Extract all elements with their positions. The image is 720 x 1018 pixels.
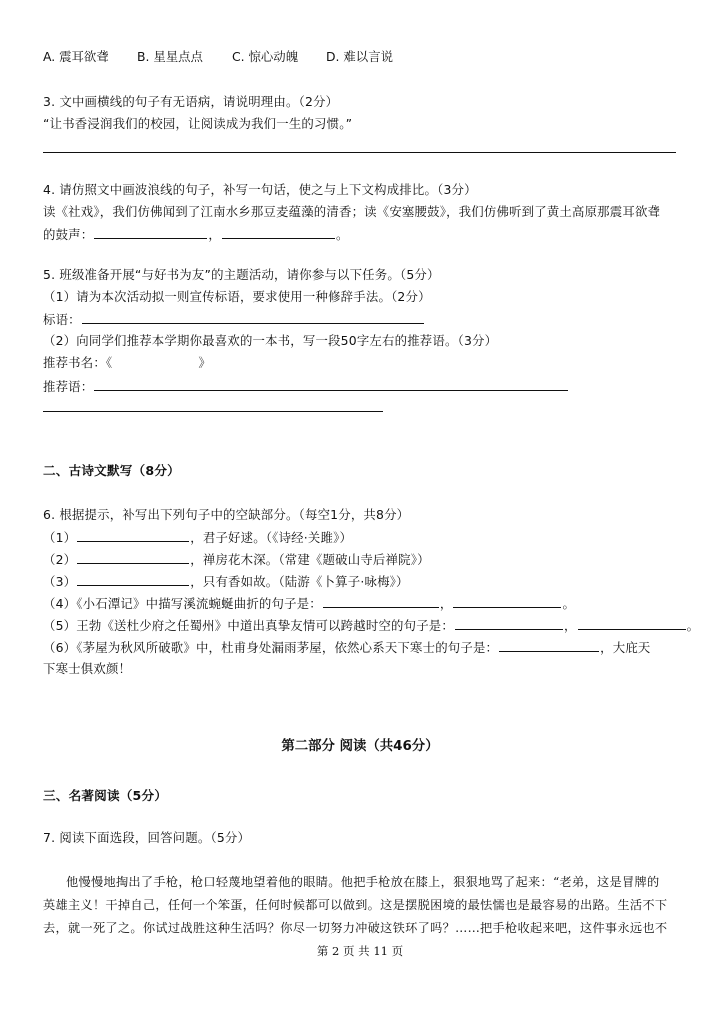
q6-item1	[43, 529, 352, 546]
passage-line-2: 英雄主义！干掉自己，任何一个笨蛋，任何时候都可以做到。这是摆脱困境的最怯懦也是最容易的出路。生活不下	[43, 898, 668, 912]
q5-slogan-row	[43, 311, 425, 328]
q4-blank-1	[94, 226, 207, 239]
q7-stem: 7. 阅读下面选段，回答问题。（5分）	[43, 830, 251, 845]
passage-line-3: 去，就一死了之。你试过战胜这种生活吗？你尽一切努力冲破这铁环了吗？……把手枪收起来吧，这件事永远也不	[43, 921, 668, 935]
item2-post: ，禅房花木深。（常建《题破山寺后禅院》）	[190, 552, 430, 567]
q6-item5	[43, 617, 699, 634]
item4-end: 。	[562, 596, 576, 611]
book-close: 》	[198, 355, 211, 370]
section3-heading: 三、名著阅读（5分）	[43, 788, 168, 803]
option-b: B. 星星点点	[137, 49, 203, 64]
q3-sentence: “让书香浸润我们的校园，让阅读成为我们一生的习惯。”	[43, 116, 353, 131]
passage-line-1: 他慢慢地掏出了手枪，枪口轻蔑地望着他的眼睛。他把手枪放在膝上，狠狠地骂了起来：“老弟，这是冒牌的	[66, 875, 660, 889]
q4-stem: 4. 请仿照文中画波浪线的句子，补写一句话，使之与上下文构成排比。（3分）	[43, 182, 477, 197]
part2-title: 第二部分 阅读（共46分）	[281, 739, 439, 754]
item3-post: ，只有香如故。（陆游《卜算子·咏梅》）	[190, 574, 409, 589]
item5-blank-1	[455, 617, 563, 630]
item6-blank	[499, 639, 599, 652]
section2-heading: 二、古诗文默写（8分）	[43, 463, 180, 478]
item4-pre: （4）《小石潭记》中描写溪流蜿蜒曲折的句子是：	[43, 596, 322, 611]
item1-post: ，君子好逑。（《诗经·关雎》）	[190, 530, 353, 545]
q4-line2-sep: ，	[208, 227, 221, 242]
q5-book-row	[43, 355, 211, 371]
item6-pre: （6）《茅屋为秋风所破歌》中，杜甫身处漏雨茅屋，依然心系天下寒士的句子是：	[43, 640, 499, 655]
rec-blank-2	[43, 411, 383, 412]
rec-blank-1	[94, 378, 568, 391]
q4-blank-2	[222, 226, 335, 239]
q5-rec-row	[43, 378, 569, 395]
q6-item3	[43, 573, 409, 590]
q3-answer-line	[43, 152, 676, 153]
book-label: 推荐书名：《	[43, 355, 113, 370]
q5-task1: （1）请为本次活动拟一则宣传标语，要求使用一种修辞手法。（2分）	[43, 289, 431, 304]
q3-stem: 3. 文中画横线的句子有无语病，请说明理由。（2分）	[43, 94, 339, 109]
item2-pre: （2）	[43, 552, 77, 567]
item5-end: 。	[686, 618, 700, 633]
q6-item6	[43, 639, 651, 656]
q6-item4	[43, 595, 575, 612]
item4-sep: ，	[439, 596, 453, 611]
option-a: A. 震耳欲聋	[43, 49, 109, 64]
q5-task2: （2）向同学们推荐本学期你最喜欢的一本书，写一段50字左右的推荐语。（3分）	[43, 333, 498, 348]
item3-pre: （3）	[43, 574, 77, 589]
q4-line2	[43, 226, 349, 243]
page-number: 第 2 页 共 11 页	[316, 944, 404, 958]
item2-blank	[77, 551, 189, 564]
q6-stem: 6. 根据提示，补写出下列句子中的空缺部分。（每空1分，共8分）	[43, 507, 410, 522]
item1-blank	[77, 529, 189, 542]
item3-blank	[77, 573, 189, 586]
item5-pre: （5）王勃《送杜少府之任蜀州》中道出真挚友情可以跨越时空的句子是：	[43, 618, 454, 633]
q4-line2-start: 的鼓声：	[43, 227, 94, 242]
item5-blank-2	[578, 617, 686, 630]
rec-label: 推荐语：	[43, 379, 94, 394]
q6-item2	[43, 551, 430, 568]
option-d: D. 难以言说	[326, 49, 393, 64]
item4-blank-1	[323, 595, 439, 608]
option-c: C. 惊心动魄	[232, 49, 299, 64]
q6-item6-line2: 下寒士俱欢颜！	[43, 661, 132, 676]
item1-pre: （1）	[43, 530, 77, 545]
q5-stem: 5. 班级准备开展“与好书为友”的主题活动，请你参与以下任务。（5分）	[43, 267, 440, 282]
q4-line1: 读《社戏》，我们仿佛闻到了江南水乡那豆麦蕴藻的清香；读《安塞腰鼓》，我们仿佛听到了黄土高原那震耳欲聋	[43, 204, 661, 219]
item4-blank-2	[453, 595, 561, 608]
item6-post: ，大庇天	[600, 640, 651, 655]
slogan-blank	[82, 311, 424, 324]
q4-line2-end: 。	[335, 227, 349, 242]
item5-sep: ，	[563, 618, 577, 633]
slogan-label: 标语：	[43, 312, 81, 327]
